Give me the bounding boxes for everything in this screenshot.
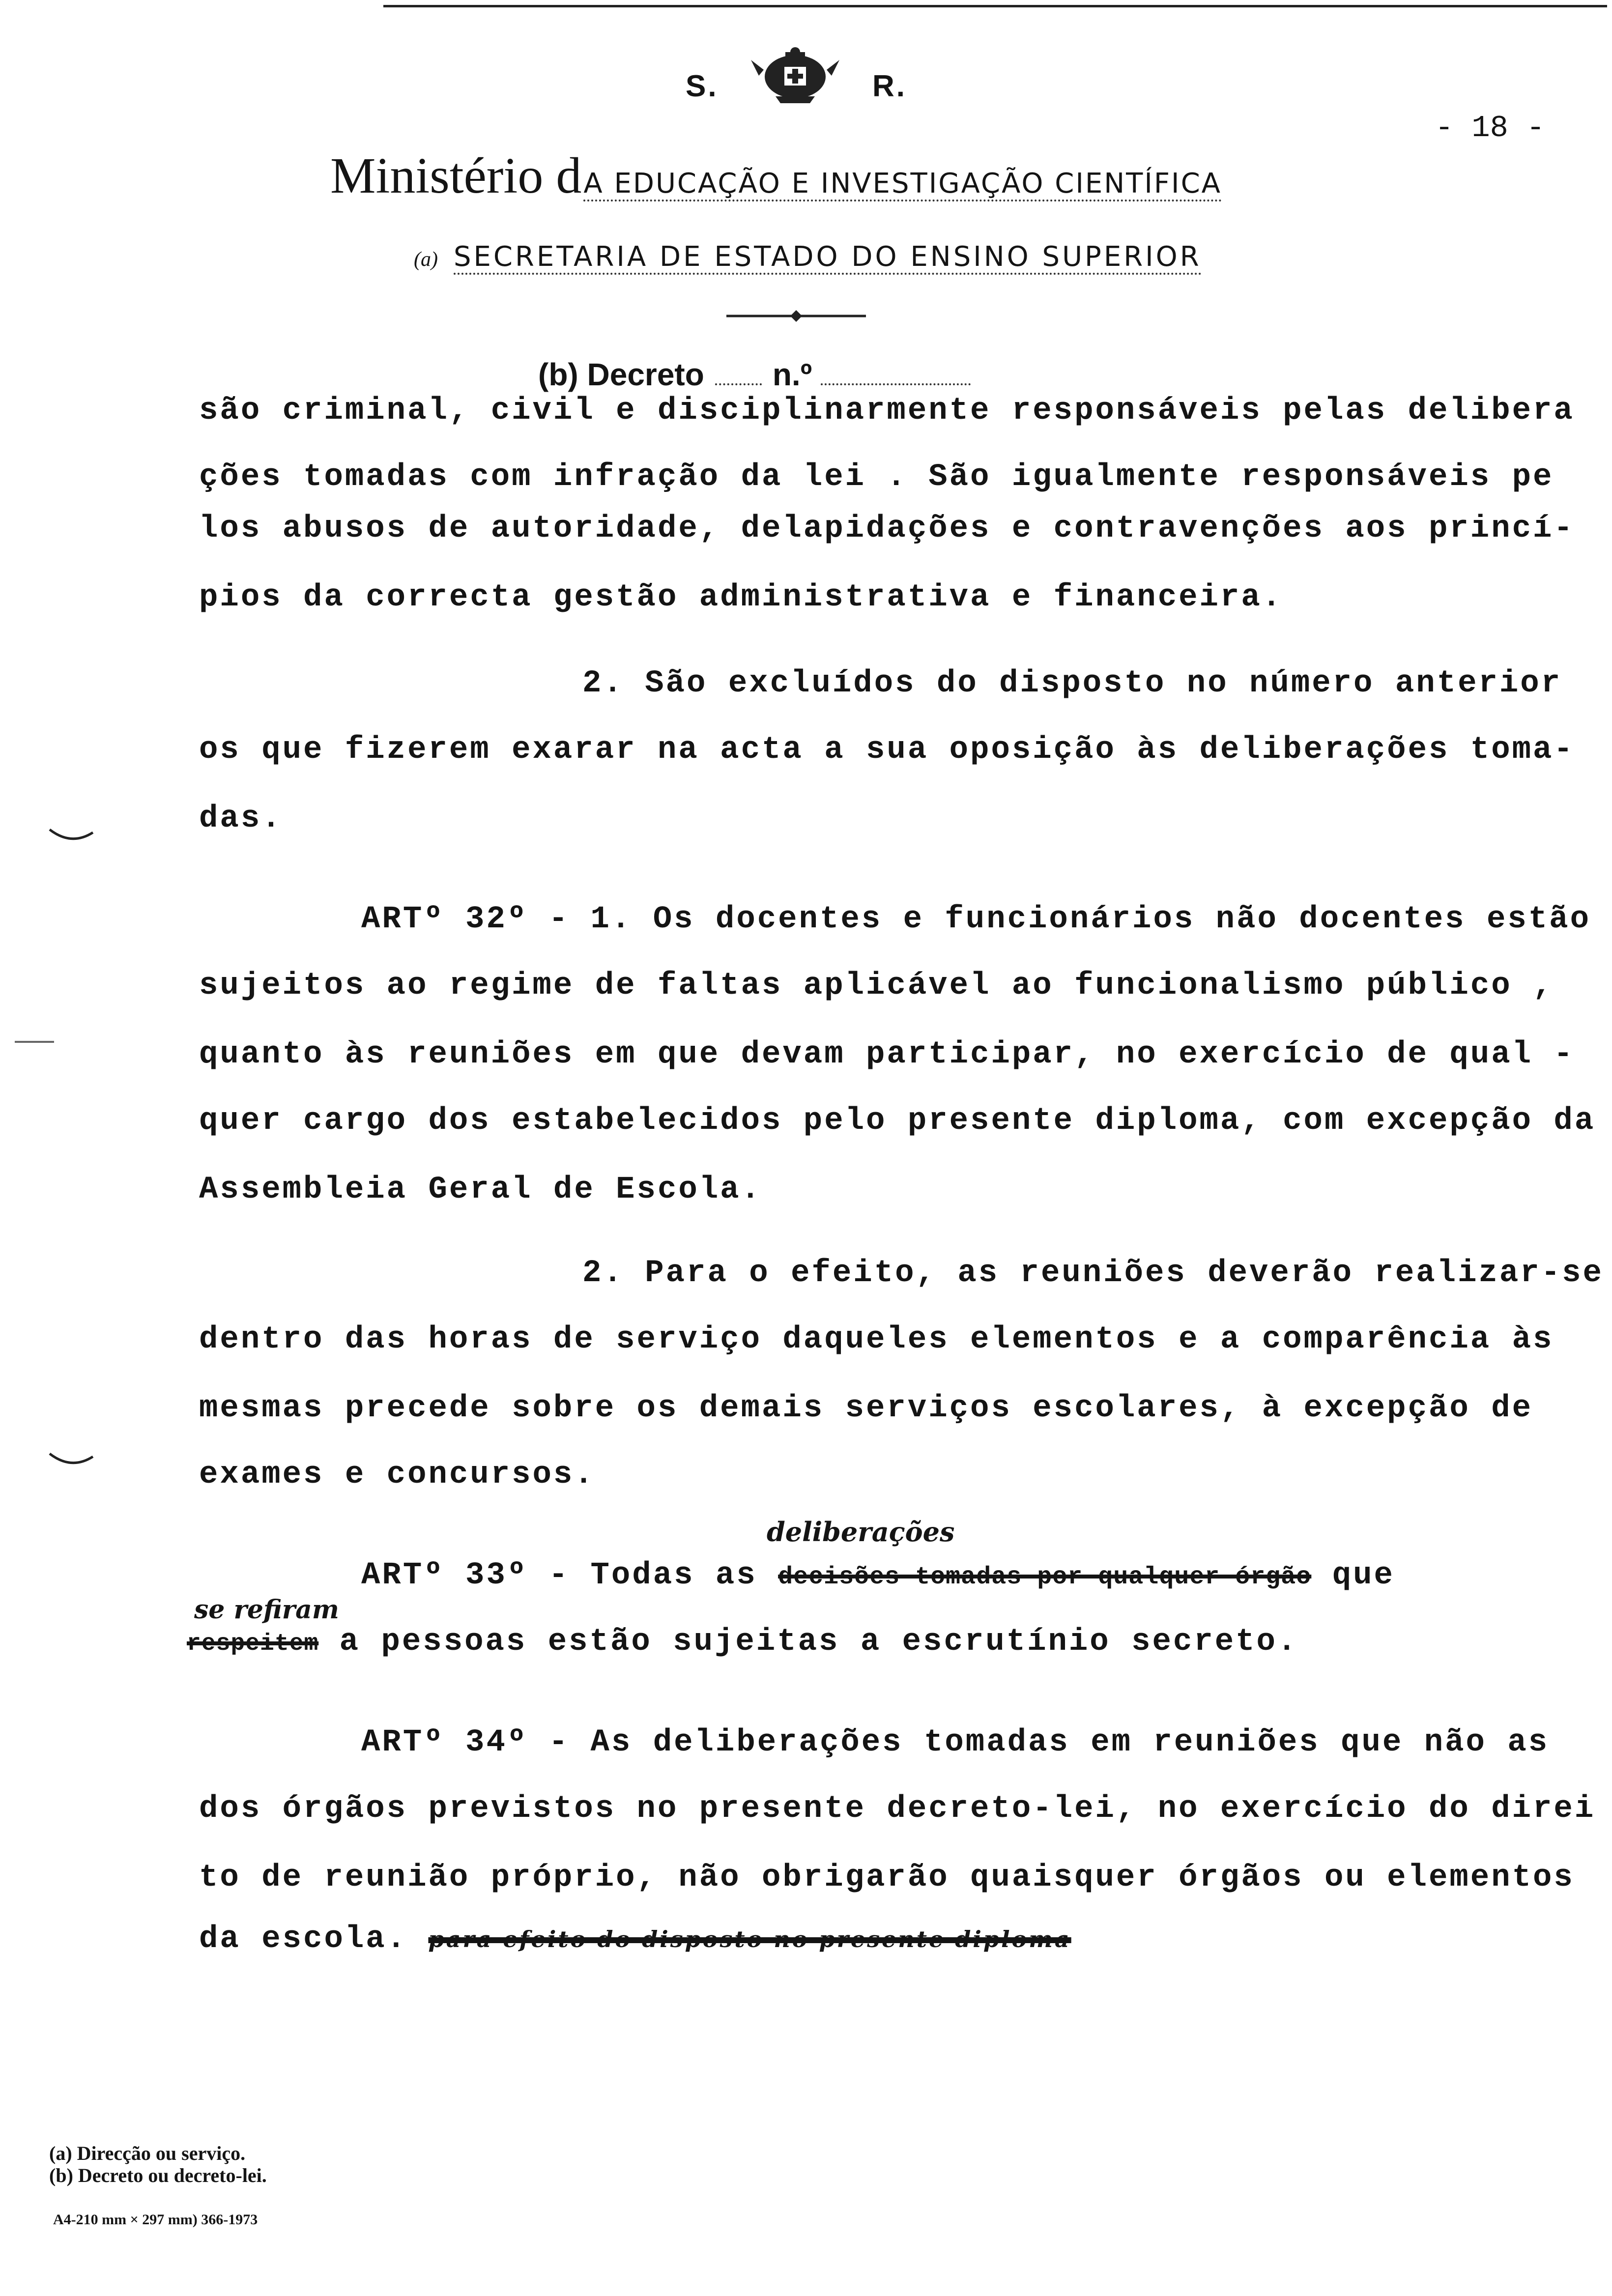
body-line: los abusos de autoridade, delapidações e contravenções aos princí- bbox=[199, 511, 1575, 546]
article-line bbox=[361, 1558, 1395, 1593]
body-line: exames e concursos. bbox=[199, 1457, 595, 1492]
body-text: da escola. bbox=[199, 1922, 408, 1957]
body-line: to de reunião próprio, não obrigarão quaisquer órgãos ou elementos bbox=[199, 1860, 1575, 1895]
article-heading: ARTº 32º - 1. Os docentes e funcionários não docentes estão bbox=[361, 902, 1591, 937]
body-line: dentro das horas de serviço daqueles elementos e a comparência às bbox=[199, 1322, 1554, 1357]
page-number: - 18 - bbox=[1435, 111, 1545, 145]
body-text: a pessoas estão sujeitas a escrutínio secreto. bbox=[339, 1624, 1298, 1660]
decreto-number-blank bbox=[821, 383, 971, 385]
header-right-letter: R. bbox=[872, 69, 907, 103]
body-line: quanto às reuniões em que devam participar, no exercício de qual - bbox=[199, 1037, 1575, 1072]
article-heading: ARTº 34º - As deliberações tomadas em reuniões que não as bbox=[361, 1725, 1550, 1760]
margin-check-mark bbox=[47, 826, 96, 850]
article-heading: ARTº 33º - Todas as bbox=[361, 1558, 757, 1593]
handwritten-insertion: deliberações bbox=[767, 1516, 955, 1548]
body-line: ções tomadas com infração da lei . São igualmente responsáveis pe bbox=[199, 459, 1554, 495]
form-code: A4-210 mm × 297 mm) 366-1973 bbox=[53, 2211, 258, 2228]
footnote-b: (b) Decreto ou decreto-lei. bbox=[49, 2164, 267, 2186]
coat-of-arms-emblem bbox=[746, 45, 844, 104]
body-line: das. bbox=[199, 801, 283, 836]
article-line bbox=[199, 1922, 1071, 1957]
body-line: 2. São excluídos do disposto no número anterior bbox=[582, 666, 1562, 701]
margin-check-mark bbox=[47, 1450, 96, 1474]
margin-dash bbox=[15, 1041, 54, 1043]
body-text: que bbox=[1332, 1558, 1395, 1593]
body-line: quer cargo dos estabelecidos pelo presente diploma, com excepção da bbox=[199, 1103, 1596, 1139]
decreto-line bbox=[538, 356, 971, 393]
body-line: dos órgãos previstos no presente decreto-lei, no exercício do direi bbox=[199, 1791, 1596, 1827]
secretaria-name: SECRETARIA DE ESTADO DO ENSINO SUPERIOR bbox=[454, 241, 1202, 275]
body-line: mesmas precede sobre os demais serviços escolares, à excepção de bbox=[199, 1391, 1533, 1426]
body-line: Assembleia Geral de Escola. bbox=[199, 1172, 762, 1207]
struck-text: para efeito do disposto no presente diploma bbox=[428, 1926, 1071, 1952]
ministerio-prefix: Ministério d bbox=[330, 147, 582, 204]
decreto-blank bbox=[715, 383, 762, 385]
article-line bbox=[187, 1624, 1298, 1660]
body-line: sujeitos ao regime de faltas aplicável ao funcionalismo público , bbox=[199, 968, 1554, 1004]
secretaria-label: (a) bbox=[414, 248, 438, 271]
struck-text: decisões tomadas por qualquer órgão bbox=[778, 1563, 1312, 1591]
body-line: os que fizerem exarar na acta a sua oposição às deliberações toma- bbox=[199, 732, 1575, 768]
body-line: são criminal, civil e disciplinarmente responsáveis pelas delibera bbox=[199, 393, 1575, 429]
header-left-letter: S. bbox=[686, 69, 719, 103]
body-line: 2. Para o efeito, as reuniões deverão realizar-se bbox=[582, 1256, 1604, 1291]
decreto-number-label: n.º bbox=[772, 357, 812, 392]
handwritten-insertion: se refiram bbox=[194, 1595, 339, 1625]
top-rule bbox=[383, 5, 1607, 7]
ministerio-name: A EDUCAÇÃO E INVESTIGAÇÃO CIENTÍFICA bbox=[583, 168, 1222, 201]
struck-text: respeitem bbox=[187, 1631, 319, 1657]
decreto-label: (b) Decreto bbox=[538, 357, 704, 392]
body-line: pios da correcta gestão administrativa e financeira. bbox=[199, 580, 1283, 615]
ministerio-heading bbox=[330, 146, 1222, 205]
secretaria-line bbox=[414, 241, 1202, 273]
footnote-a: (a) Direcção ou serviço. bbox=[49, 2142, 246, 2164]
header-ornament-rule bbox=[722, 309, 870, 323]
